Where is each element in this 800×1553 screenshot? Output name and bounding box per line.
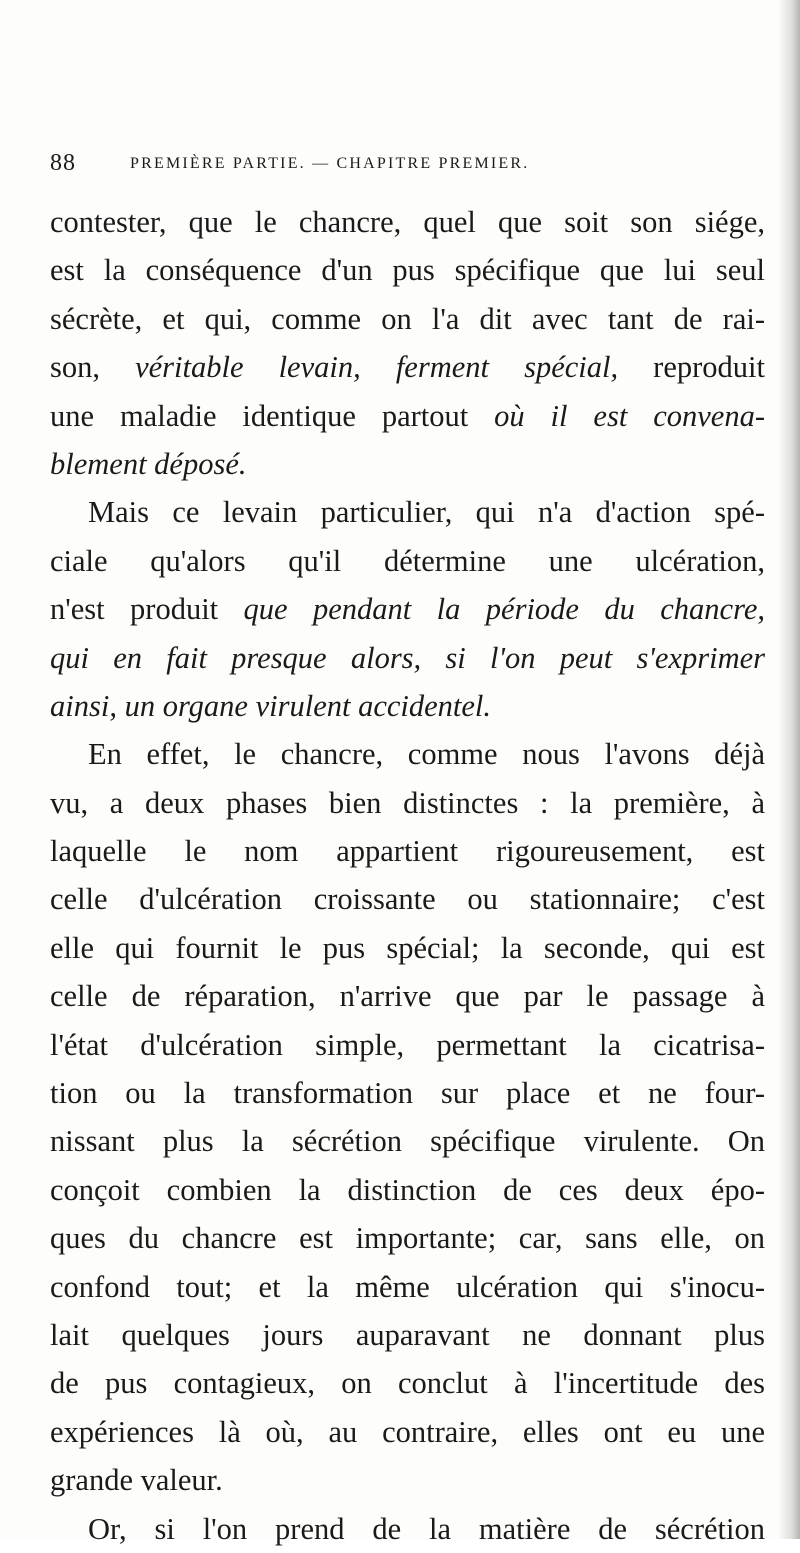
text-line xyxy=(50,1214,765,1262)
text-line xyxy=(50,1166,765,1214)
page-gutter-shadow xyxy=(778,0,800,1539)
text-segment: Or, si l'on prend de la matière de sécrétion xyxy=(88,1511,765,1546)
text-segment: son, xyxy=(50,350,136,385)
text-segment: n'est produit xyxy=(50,592,244,627)
text-segment: est la conséquence d'un pus spécifique que lui seul xyxy=(50,253,765,288)
text-segment: En effet, le chancre, comme nous l'avons déjà xyxy=(88,737,765,772)
text-line xyxy=(50,827,765,875)
text-line xyxy=(50,1263,765,1311)
text-line xyxy=(50,343,765,391)
page-header xyxy=(50,150,740,180)
text-segment: celle d'ulcération croissante ou stationnaire; c'est xyxy=(50,882,765,917)
italic-segment: blement déposé. xyxy=(50,446,247,481)
text-line xyxy=(50,246,765,294)
text-segment: expériences là où, au contraire, elles ont eu une xyxy=(50,1414,765,1449)
text-line xyxy=(50,924,765,972)
text-line xyxy=(50,585,765,633)
text-segment: reproduit xyxy=(618,350,765,385)
text-segment: elle qui fournit le pus spécial; la seconde, qui est xyxy=(50,930,765,965)
text-line xyxy=(50,1505,765,1553)
italic-segment: que pendant la période du chancre, xyxy=(243,592,765,627)
text-segment: ques du chancre est importante; car, sans elle, on xyxy=(50,1221,765,1256)
text-segment: confond tout; et la même ulcération qui s'inocu- xyxy=(50,1269,765,1304)
text-line xyxy=(50,1021,765,1069)
italic-segment: ainsi, un organe virulent accidentel. xyxy=(50,688,492,723)
text-line xyxy=(50,488,765,536)
text-line xyxy=(50,634,765,682)
italic-segment: où il est convena- xyxy=(494,398,765,433)
text-segment: contester, que le chancre, quel que soit son siége, xyxy=(50,205,765,239)
text-line xyxy=(50,1408,765,1456)
text-line xyxy=(50,1456,765,1504)
text-line xyxy=(50,1311,765,1359)
text-segment: de pus contagieux, on conclut à l'incertitude des xyxy=(50,1366,765,1401)
text-segment: tion ou la transformation sur place et ne four- xyxy=(50,1076,765,1111)
text-segment: celle de réparation, n'arrive que par le passage à xyxy=(50,979,765,1014)
text-segment: lait quelques jours auparavant ne donnant plus xyxy=(50,1317,765,1352)
text-segment: sécrète, et qui, comme on l'a dit avec tant de rai- xyxy=(50,301,765,336)
text-segment: laquelle le nom appartient rigoureusement, est xyxy=(50,834,765,869)
text-line xyxy=(50,198,765,246)
body-text xyxy=(50,198,765,1553)
text-line xyxy=(50,779,765,827)
text-line xyxy=(50,537,765,585)
text-segment: l'état d'ulcération simple, permettant la cicatrisa- xyxy=(50,1027,765,1062)
text-segment: conçoit combien la distinction de ces deux épo- xyxy=(50,1172,765,1207)
text-line xyxy=(50,972,765,1020)
text-segment: nissant plus la sécrétion spécifique virulente. On xyxy=(50,1124,765,1159)
text-line xyxy=(50,1069,765,1117)
text-line xyxy=(50,730,765,778)
text-line xyxy=(50,392,765,440)
text-segment: Mais ce levain particulier, qui n'a d'action spé- xyxy=(88,495,765,530)
italic-segment: véritable levain, ferment spécial, xyxy=(135,350,619,385)
text-line xyxy=(50,1117,765,1165)
italic-segment: qui en fait presque alors, si l'on peut s'exprimer xyxy=(50,640,765,675)
text-segment: ciale qu'alors qu'il détermine une ulcération, xyxy=(50,543,765,578)
text-segment: grande valeur. xyxy=(50,1463,223,1498)
running-head: PREMIÈRE PARTIE. — CHAPITRE PREMIER. xyxy=(130,155,530,172)
text-line xyxy=(50,440,765,488)
page-number: 88 xyxy=(50,150,76,176)
text-line xyxy=(50,1359,765,1407)
text-line xyxy=(50,295,765,343)
text-line xyxy=(50,875,765,923)
text-segment: vu, a deux phases bien distinctes : la première, à xyxy=(50,785,765,820)
text-line xyxy=(50,682,765,730)
text-segment: une maladie identique partout xyxy=(50,398,495,433)
